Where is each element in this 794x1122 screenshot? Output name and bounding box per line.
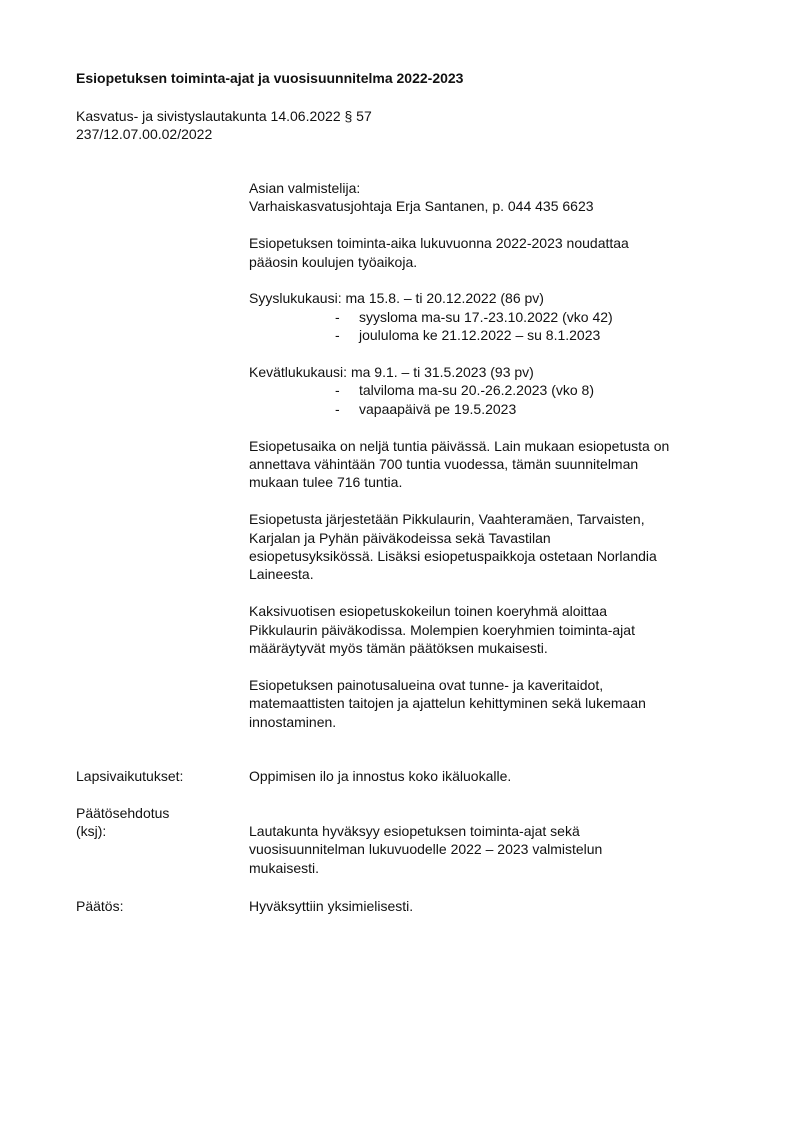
intro-paragraph (249, 234, 734, 271)
committee-line: Kasvatus- ja sivistyslautakunta 14.06.2022 § 57 (76, 108, 372, 124)
intro-line: pääosin koulujen työaikoja. (249, 253, 418, 270)
proposal-label (76, 804, 169, 841)
spring-term-heading: Kevätlukukausi: ma 9.1. – ti 31.5.2023 (93 pv) (249, 364, 534, 381)
proposal-text (249, 822, 602, 877)
hours-line: Esiopetusaika on neljä tuntia päivässä. Lain mukaan esiopetusta on (249, 437, 670, 454)
focus-paragraph (249, 676, 734, 731)
body-column (249, 179, 734, 749)
proposal-label-line: (ksj): (76, 823, 107, 840)
record-number: 237/12.07.00.02/2022 (76, 126, 213, 143)
preparer-block (249, 179, 734, 216)
focus-line: innostaminen. (249, 713, 337, 730)
preparer-name: Varhaiskasvatusjohtaja Erja Santanen, p. 044 435 6623 (249, 198, 594, 215)
intro-line: Esiopetuksen toiminta-aika lukuvuonna 2022-2023 noudattaa (249, 235, 629, 252)
dash-bullet: - (335, 400, 340, 417)
list-item (249, 400, 734, 418)
meeting-reference (76, 107, 372, 144)
pilot-line: Kaksivuotisen esiopetuskokeilun toinen koeryhmä aloittaa (249, 603, 607, 620)
list-item (249, 308, 734, 326)
child-impact-value: Oppimisen ilo ja innostus koko ikäluokalle. (249, 768, 512, 784)
list-item-text: vapaapäivä pe 19.5.2023 (359, 400, 517, 417)
list-item-text: joululoma ke 21.12.2022 – su 8.1.2023 (359, 327, 601, 344)
document-title: Esiopetuksen toiminta-ajat ja vuosisuunnitelma 2022-2023 (76, 70, 464, 86)
spring-term-block (249, 363, 734, 418)
focus-line: Esiopetuksen painotusalueina ovat tunne- ja kaveritaidot, (249, 676, 604, 693)
hours-line: mukaan tulee 716 tuntia. (249, 474, 403, 491)
hours-paragraph (249, 437, 734, 492)
decision-label: Päätös: (76, 898, 124, 914)
list-item-text: syysloma ma-su 17.-23.10.2022 (vko 42) (359, 308, 613, 325)
focus-line: matemaattisten taitojen ja ajattelun kehittyminen sekä lukemaan (249, 695, 646, 712)
decision-value: Hyväksyttiin yksimielisesti. (249, 898, 414, 914)
pilot-paragraph (249, 602, 734, 657)
dash-bullet: - (335, 327, 340, 344)
locations-paragraph (249, 510, 734, 584)
locations-line: Karjalan ja Pyhän päiväkodeissa sekä Tavastilan (249, 529, 551, 546)
locations-line: Laineesta. (249, 566, 314, 583)
dash-bullet: - (335, 382, 340, 399)
list-item-text: talviloma ma-su 20.-26.2.2023 (vko 8) (359, 382, 594, 399)
proposal-line: Lautakunta hyväksyy esiopetuksen toiminta-ajat sekä (249, 823, 580, 839)
child-impact-label: Lapsivaikutukset: (76, 768, 184, 784)
autumn-term-heading: Syyslukukausi: ma 15.8. – ti 20.12.2022 (86 pv) (249, 290, 544, 307)
list-item (249, 326, 734, 344)
proposal-line: vuosisuunnitelman lukuvuodelle 2022 – 2023 valmistelun (249, 841, 603, 858)
locations-line: esiopetusyksikössä. Lisäksi esiopetuspaikkoja ostetaan Norlandia (249, 548, 657, 565)
pilot-line: Pikkulaurin päiväkodissa. Molempien koeryhmien toiminta-ajat (249, 621, 635, 638)
proposal-label-line: Päätösehdotus (76, 805, 170, 821)
hours-line: annettava vähintään 700 tuntia vuodessa, tämän suunnitelman (249, 456, 639, 473)
locations-line: Esiopetusta järjestetään Pikkulaurin, Vaahteramäen, Tarvaisten, (249, 511, 645, 528)
proposal-line: mukaisesti. (249, 859, 320, 876)
list-item (249, 381, 734, 399)
preparer-label: Asian valmistelija: (249, 180, 361, 196)
autumn-term-block (249, 289, 734, 344)
dash-bullet: - (335, 308, 340, 325)
pilot-line: määräytyvät myös tämän päätöksen mukaisesti. (249, 640, 548, 657)
